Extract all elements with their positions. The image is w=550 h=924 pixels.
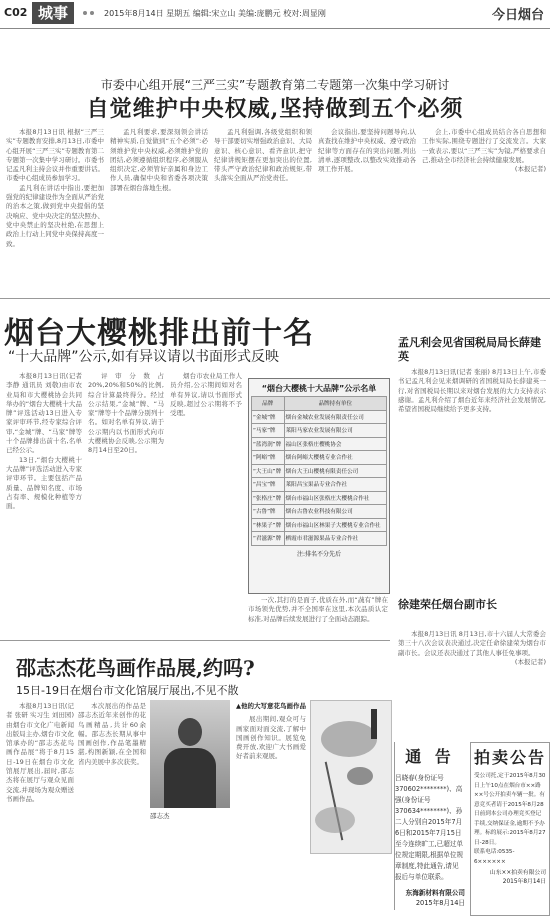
section-label: 城事: [32, 2, 74, 24]
auction-title: 拍卖公告: [473, 748, 546, 767]
section-dots-icon: [82, 8, 96, 18]
table-cell: 烟台市福山区林果子大樱桃专业合作社: [284, 518, 386, 532]
artist-photo: [150, 700, 230, 808]
table-header: 品牌持有单位: [284, 397, 386, 411]
table-cell: “张格庄”牌: [252, 491, 285, 505]
top-article-col4: [318, 128, 416, 288]
table-cell: 烟台古鲁农业科技有限公司: [284, 505, 386, 519]
signoff: (本报记者): [514, 657, 546, 666]
table-cell: 莱阳马家农业发展有限公司: [284, 424, 386, 438]
paragraph: 孟凡利强调,各级党组织和领导干部要切实增强政治意识、大局意识、核心意识、看齐意识,把守纪律讲规矩摆在更加突出的位置,带头严守政治纪律和政治规矩,带头落实全面从严治党责任。: [214, 128, 312, 183]
cherry-col1: [6, 372, 82, 634]
auction-date: 2015年8月14日: [502, 879, 546, 885]
brand-table: [251, 396, 387, 546]
top-article-col2: [110, 128, 208, 288]
table-row: [252, 451, 387, 465]
photo-caption: 邵志杰: [150, 812, 170, 820]
auction-box: [470, 742, 550, 916]
painting-col2: [78, 702, 146, 914]
signoff: (本报记者): [514, 165, 546, 174]
section-divider: [0, 640, 390, 641]
table-note: 注:排名不分先后: [296, 550, 342, 558]
table-cell: “蓝湾润”牌: [252, 437, 285, 451]
table-cell: “大王山”牌: [252, 464, 285, 478]
table-row: [252, 478, 387, 492]
paragraph: 孟凡利要求,要深刻领会讲话精神实质,自觉做到“五个必须”:必须维护党中央权威,必须维护党的团结,必须遵循组织程序,必须服从组织决定,必须管好亲属和身边工作人员,确保中央和省委各项决策部署在烟台落地生根。: [110, 128, 208, 192]
ink-painting-image: [310, 700, 392, 854]
table-cell: 福山区张格庄樱桃协会: [284, 437, 386, 451]
photo-body: [164, 748, 216, 808]
table-header-row: [252, 397, 387, 411]
table-row: [252, 518, 387, 532]
side-heading-meeting: 孟凡利会见省国税局局长薛建英: [398, 336, 541, 363]
auction-signoff: 山东××拍卖有限公司: [489, 870, 546, 876]
table-cell: 烟台阿峪大樱桃专业合作社: [284, 451, 386, 465]
table-row: [252, 505, 387, 519]
table-cell: “君滋源”牌: [252, 532, 285, 546]
side-text-meeting: [398, 368, 546, 594]
top-article-col1: [6, 128, 104, 288]
ink-rock: [315, 807, 355, 833]
cherry-col3: [170, 372, 242, 634]
paragraph: 本报8月13日讯 8月13日,市十六届人大常委会第三十八次会议表决通过,决定任命徐建荣为烟台市副市长。会议还表决通过了其他人事任免事项。: [398, 630, 546, 657]
table-cell: 烟台金城农业发展有限责任公司: [284, 410, 386, 424]
table-row: [252, 464, 387, 478]
paragraph: 13日,“烟台大樱桃十大品牌”评选活动进入专家评审环节。主要包括产品质量、品牌知名度、市场占有率、规模化种植等方面。: [6, 455, 82, 511]
page-code: C02: [4, 6, 28, 19]
auction-text: 受公司托,定于2015年8月30日上午10点在烟台市××路××号公开拍卖车辆一批。有意竞买者请于2015年8月28日前到本公司办理竞买登记手续,交纳保证金,逾期不予办理。标的展示:2015年8月27日-28日。: [474, 773, 546, 846]
cherry-col2: [88, 372, 164, 634]
table-row: [252, 491, 387, 505]
paragraph: 本报8月13日讯(记者 张丽) 8月13日上午,市委书记孟凡利会见来烟调研的省国税局局长薛建英一行,对省国税局长期以来对烟台发展的大力支持表示感谢。孟凡利介绍了烟台近年来经济社会发展情况,希望省国税局继续给予更多支持。: [398, 368, 546, 414]
painting-col3: [236, 702, 306, 914]
top-subtitle: 市委中心组开展“三严三实”专题教育第二专题第一次集中学习研讨: [100, 78, 450, 92]
table-cell: 烟台市福山区张格庄大樱桃合作社: [284, 491, 386, 505]
page-header: [0, 0, 550, 29]
painting-headline: 邵志杰花鸟画作品展,约吗?: [16, 656, 255, 680]
notice-box: [394, 742, 465, 910]
cherry-below-table: [248, 596, 388, 636]
paragraph: 一次,其打的是面子,优质在外,而“蔬有”牌在市场领先优势,并不全国率在这里,本次品质认定标准,对品牌后续发展进行了全面动态跟踪。: [248, 596, 388, 623]
masthead-brand: 今日烟台: [491, 8, 544, 23]
table-cell: “古鲁”牌: [252, 505, 285, 519]
paragraph: 会议指出,要坚持问题导向,认真查找在维护中央权威、遵守政治纪律等方面存在的突出问题,列出清单,逐项整改,以整改实效推动各项工作开展。: [318, 128, 416, 174]
table-row: [252, 437, 387, 451]
issue-meta: 2015年8月14日 星期五 编辑:宋立山 美编:庞鹏元 校对:周显刚: [104, 9, 326, 18]
notice-date: 2015年8月14日: [415, 899, 465, 907]
table-row: [252, 532, 387, 546]
paragraph: 本报8月13日讯(记者 张研 实习生 刘田园)由烟台市文化广电新闻出版局主办,烟台市文化馆承办的“邵志杰花鸟画作品展”将于8月15日-19日在烟台市文化馆展厅展出,届时,邵志杰将在展厅与观众见面交流,并现场为观众赠送书画作品。: [6, 702, 74, 803]
cherry-subtitle: “十大品牌”公示,如有异议请以书面形式反映: [8, 349, 279, 365]
photo-head: [178, 718, 202, 746]
side-text-appointment: [398, 630, 546, 730]
notice-text: 吕晓春(身份证号370602********)、高强(身份证号370634********)、孙二人分别自2015年7月6日和2015年7月15日至今连续旷工,已超过单位规定期限,根据单位规章制度,特此通告,请见报后与单位联系。: [395, 774, 464, 881]
ink-bird: [347, 767, 373, 785]
table-cell: 莱阳昌宝果品专业合作社: [284, 478, 386, 492]
paragraph: 本次展出的作品是邵志杰近年来创作的花鸟画精品,共计60余幅。邵志杰长期从事中国画创作,作品笔墨精湛,构图新颖,在全国和省内美展中多次获奖。: [78, 702, 146, 766]
painting-inscription: [371, 709, 377, 739]
brand-list-table: [248, 378, 390, 594]
paragraph: 展出期间,观众可与画家面对面交流,了解中国画创作知识。展览免费开放,欢迎广大书画爱好者前来观展。: [236, 715, 306, 761]
ink-wash: [321, 721, 377, 757]
painting-subtitle: 15日-19日在烟台市文化馆展厅展出,不见不散: [16, 684, 239, 697]
table-row: [252, 410, 387, 424]
table-caption: “烟台大樱桃十大品牌”公示名单: [261, 384, 377, 393]
table-header: 品牌: [252, 397, 285, 411]
table-cell: “金城”牌: [252, 410, 285, 424]
top-headline: 自觉维护中央权威,坚持做到五个必须: [86, 96, 464, 122]
auction-contact: 联系电话:0535-6××××××: [474, 849, 515, 865]
top-article-col3: [214, 128, 312, 288]
table-row: [252, 424, 387, 438]
paragraph: 烟台市农业局工作人员介绍,公示期间如对名单有异议,请以书面形式反映,超过公示期将不予受理。: [170, 372, 242, 418]
table-cell: 栖霞市君滋源果品专业合作社: [284, 532, 386, 546]
paragraph: 会上,市委中心组成员结合各自思想和工作实际,围绕专题进行了交流发言。大家一致表示,要以“三严三实”为镜,严格要求自己,推动全市经济社会持续健康发展。: [422, 128, 546, 164]
painting-caption: ▲他的大写意花鸟画作品: [236, 702, 306, 710]
table-cell: “阿峪”牌: [252, 451, 285, 465]
top-article-col5: [422, 128, 546, 288]
notice-title: 通 告: [405, 747, 455, 766]
table-cell: “马家”牌: [252, 424, 285, 438]
paragraph: 评审分数占20%,20%和50%的比例,综合计算最终得分。经过公示结果,“金城”牌、“马家”牌等十个品牌分别列十名。如对名单有异议,请于公示期内以书面形式向市大樱桃协会反映,公示期为8月14日至20日。: [88, 372, 164, 455]
table-cell: “昌宝”牌: [252, 478, 285, 492]
cherry-headline: 烟台大樱桃排出前十名: [4, 316, 314, 351]
section-divider: [0, 298, 550, 299]
table-cell: “林果子”牌: [252, 518, 285, 532]
paragraph: 孟凡利在讲话中指出,要把加强党的纪律建设作为全面从严治党的治本之策,做到党中央提倡的坚决响应、党中央决定的坚决照办、党中央禁止的坚决杜绝,在思想上政治上行动上同党中央保持高度一致。: [6, 183, 104, 248]
table-cell: 烟台大王山樱桃有限责任公司: [284, 464, 386, 478]
notice-signoff: 东海新材料有限公司: [405, 889, 465, 897]
paragraph: 本报8月13日讯 根据“三严三实”专题教育安排,8月13日,市委中心组开展“三严三实”专题教育第二专题第一次集中学习研讨。市委书记孟凡利主持会议并作重要讲话。市委中心组成员参加学习。: [6, 128, 104, 183]
paragraph: 本报8月13日讯(记者 李静 通讯员 刘敬)由市农业局和市大樱桃协会共同举办的“烟台大樱桃十大品牌”评选活动13日进入专家评审环节,经专家综合评审,“金城”牌、“马家”牌等十个品牌排出前十名,名单已经公示。: [6, 372, 82, 455]
painting-col1: [6, 702, 74, 914]
side-heading-appointment: 徐建荣任烟台副市长: [398, 598, 497, 611]
